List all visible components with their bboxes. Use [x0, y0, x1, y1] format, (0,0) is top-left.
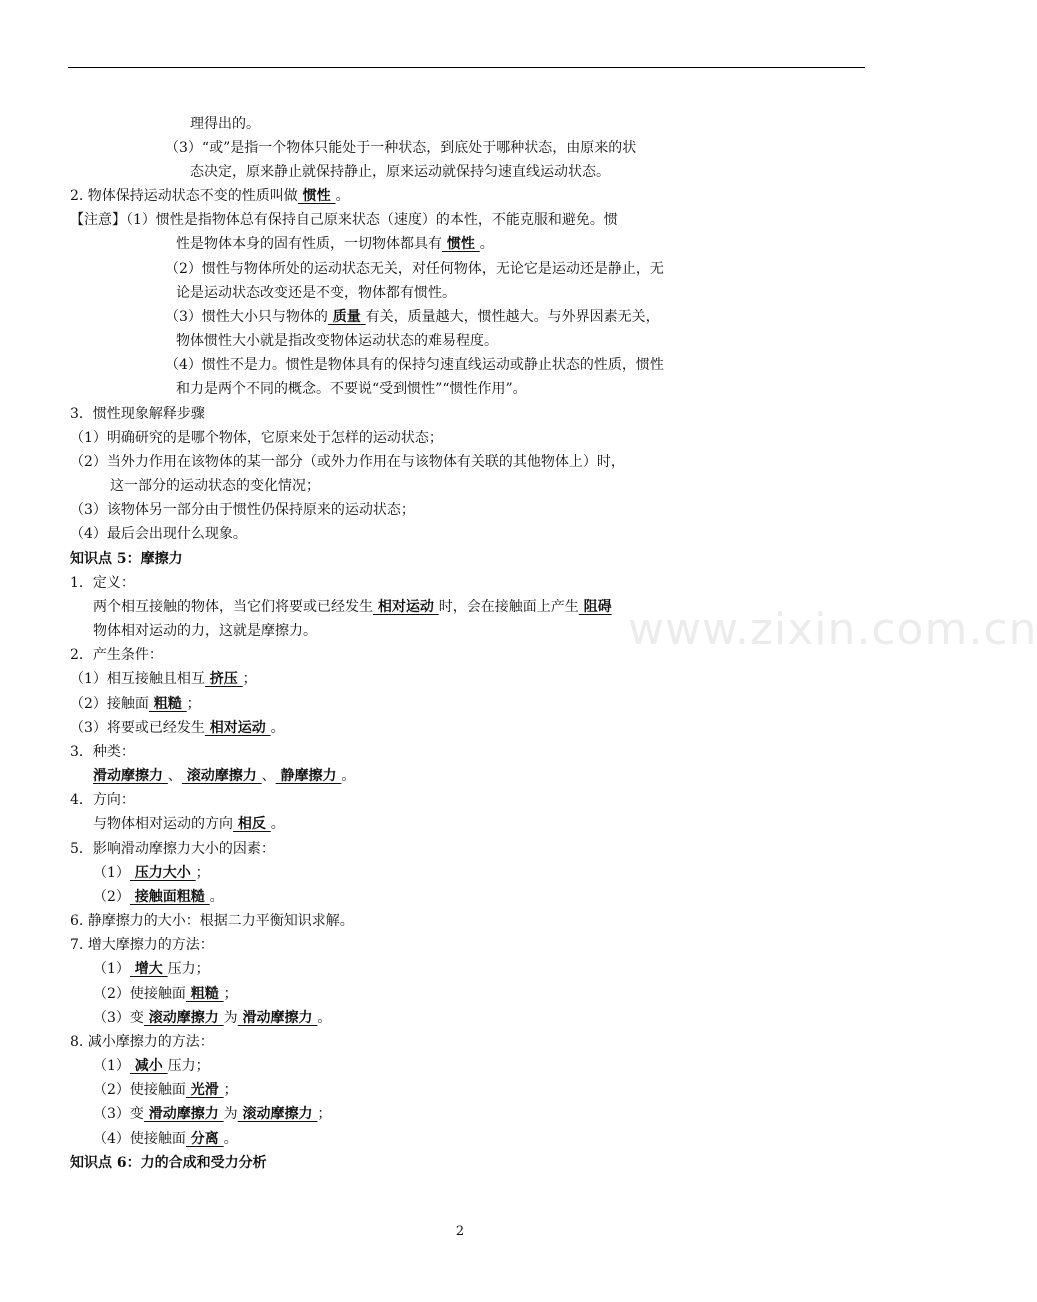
text-span: （3）惯性大小只与物体的: [165, 309, 328, 325]
text-span: （1）: [93, 961, 130, 977]
section-heading: [70, 1154, 267, 1172]
text-span: 有关，质量越大，惯性越大。与外界因素无关，: [365, 309, 660, 325]
text-line: [165, 308, 660, 326]
watermark: www.zixin.com.cn: [628, 604, 1037, 655]
text-line: [70, 791, 135, 809]
text-line: [70, 525, 247, 543]
text-span: （1）: [93, 865, 130, 881]
text-line: [70, 211, 618, 229]
text-span: 。: [209, 889, 224, 905]
text-span: （3）变: [93, 1106, 144, 1122]
text-span: ；: [186, 696, 201, 712]
text-span: 为: [223, 1010, 238, 1026]
answer-blank: 光滑: [185, 1082, 224, 1098]
text-line: [70, 670, 257, 688]
text-line: [165, 260, 664, 278]
text-span: 8. 减小摩擦力的方法：: [70, 1034, 214, 1050]
answer-blank: 惯性: [297, 188, 336, 204]
text-span: （3）变: [93, 1010, 144, 1026]
answer-blank: 减小: [129, 1058, 168, 1074]
answer-blank: 质量: [327, 309, 366, 325]
text-line: [70, 743, 135, 761]
text-span: （2）惯性与物体所处的运动状态无关，对任何物体，无论它是运动还是静止，无: [165, 261, 664, 277]
answer-blank: 滑动摩擦力: [93, 768, 168, 784]
text-span: 3．惯性现象解释步骤: [70, 406, 205, 422]
text-line: [70, 936, 214, 954]
text-line: [70, 646, 163, 664]
text-span: ；: [317, 1106, 332, 1122]
text-span: （3）“或”是指一个物体只能处于一种状态，到底处于哪种状态，由原来的状: [165, 140, 637, 156]
text-line: [93, 1057, 210, 1075]
answer-blank: 滑动摩擦力: [143, 1106, 224, 1122]
text-line: [70, 501, 415, 519]
text-span: 物体惯性大小就是指改变物体运动状态的难易程度。: [176, 333, 498, 349]
text-line: [93, 767, 355, 785]
text-span: 2. 物体保持运动状态不变的性质叫做: [70, 188, 298, 204]
text-line: [165, 139, 636, 157]
answer-blank: 滑动摩擦力: [237, 1010, 318, 1026]
text-line: [70, 574, 135, 592]
answer-blank: 挤压: [204, 671, 243, 687]
text-span: 。: [223, 1131, 238, 1147]
text-line: [93, 864, 210, 882]
text-span: 4．方向：: [70, 792, 135, 808]
answer-blank: 相对运动: [204, 720, 271, 736]
text-span: 5．影响滑动摩擦力大小的因素：: [70, 841, 275, 857]
text-span: ；: [195, 865, 210, 881]
text-span: 物体相对运动的力，这就是摩擦力。: [93, 623, 317, 639]
text-span: 压力；: [167, 1058, 210, 1074]
answer-blank: 压力大小: [129, 865, 196, 881]
text-span: 、: [167, 768, 182, 784]
text-span: 1．定义：: [70, 575, 135, 591]
text-line: [93, 960, 210, 978]
text-span: 3．种类：: [70, 744, 135, 760]
answer-blank: 分离: [185, 1131, 224, 1147]
text-span: （3）将要或已经发生: [70, 720, 205, 736]
text-span: （2）接触面: [70, 696, 149, 712]
text-line: [70, 453, 625, 471]
heading-text: 知识点 6：力的合成和受力分析: [70, 1155, 267, 1171]
text-span: 与物体相对运动的方向: [93, 816, 233, 832]
answer-blank: 滚动摩擦力: [237, 1106, 318, 1122]
text-span: 论是运动状态改变还是不变，物体都有惯性。: [176, 285, 456, 301]
text-span: 【注意】（1）惯性是指物体总有保持自己原来状态（速度）的本性，不能克服和避免。惯: [70, 212, 618, 228]
text-span: 两个相互接触的物体，当它们将要或已经发生: [93, 599, 373, 615]
text-line: [93, 622, 317, 640]
text-span: 态决定，原来静止就保持静止，原来运动就保持匀速直线运动状态。: [190, 164, 610, 180]
text-line: [93, 1130, 238, 1148]
text-line: [70, 912, 354, 930]
text-line: [70, 1033, 214, 1051]
answer-blank: 粗糙: [185, 986, 224, 1002]
text-span: ；: [223, 986, 238, 1002]
answer-blank: 相对运动: [373, 599, 439, 615]
text-line: [93, 888, 224, 906]
heading-text: 知识点 5：摩擦力: [70, 551, 183, 567]
text-span: 性是物体本身的固有性质，一切物体都具有: [176, 236, 442, 252]
text-line: [70, 429, 443, 447]
answer-blank: 接触面粗糙: [129, 889, 210, 905]
text-span: （2）当外力作用在该物体的某一部分（或外力作用在与该物体有关联的其他物体上）时，: [70, 454, 625, 470]
text-span: 。: [341, 768, 356, 784]
section-heading: [70, 550, 183, 568]
answer-blank: 相反: [233, 816, 271, 832]
text-span: （3）该物体另一部分由于惯性仍保持原来的运动状态；: [70, 502, 415, 518]
text-span: （1）相互接触且相互: [70, 671, 205, 687]
text-line: [93, 985, 238, 1003]
text-line: [93, 598, 612, 616]
header-rule: [68, 67, 865, 68]
text-span: （1）明确研究的是哪个物体，它原来处于怎样的运动状态；: [70, 430, 443, 446]
answer-blank: 惯性: [442, 236, 480, 252]
text-span: 。: [270, 720, 285, 736]
page-number: 2: [455, 1224, 465, 1239]
text-span: 。: [335, 188, 350, 204]
text-span: 7. 增大摩擦力的方法：: [70, 937, 214, 953]
text-span: （2）使接触面: [93, 986, 186, 1002]
text-line: [93, 815, 285, 833]
text-line: [110, 477, 320, 495]
text-span: （2）: [93, 889, 130, 905]
text-span: 。: [317, 1010, 332, 1026]
text-span: （2）使接触面: [93, 1082, 186, 1098]
text-line: [176, 380, 527, 398]
text-span: 这一部分的运动状态的变化情况；: [110, 478, 320, 494]
text-line: [70, 719, 285, 737]
text-line: [176, 235, 494, 253]
answer-blank: 阻碍: [578, 599, 612, 615]
answer-blank: 静摩擦力: [275, 768, 342, 784]
text-line: [176, 332, 498, 350]
text-span: 。: [479, 236, 494, 252]
answer-blank: 增大: [129, 961, 168, 977]
text-span: （4）最后会出现什么现象。: [70, 526, 247, 542]
text-line: [165, 356, 664, 374]
text-span: （4）使接触面: [93, 1131, 186, 1147]
text-line: [190, 163, 610, 181]
text-line: [190, 115, 260, 133]
text-span: 理得出的。: [190, 116, 260, 132]
text-line: [93, 1105, 331, 1123]
text-span: 、: [261, 768, 276, 784]
text-span: 时，会在接触面上产生: [438, 599, 579, 615]
text-span: （1）: [93, 1058, 130, 1074]
text-line: [70, 695, 201, 713]
text-line: [176, 284, 456, 302]
text-span: 为: [223, 1106, 238, 1122]
text-line: [70, 187, 350, 205]
text-span: 和力是两个不同的概念。不要说“受到惯性”“惯性作用”。: [176, 381, 527, 397]
text-span: 。: [270, 816, 285, 832]
text-span: ；: [223, 1082, 238, 1098]
text-span: （4）惯性不是力。惯性是物体具有的保持匀速直线运动或静止状态的性质，惯性: [165, 357, 664, 373]
text-line: [93, 1009, 331, 1027]
text-line: [93, 1081, 238, 1099]
text-span: 2．产生条件：: [70, 647, 163, 663]
text-line: [70, 840, 275, 858]
text-span: 6. 静摩擦力的大小：根据二力平衡知识求解。: [70, 913, 354, 929]
text-span: 压力；: [167, 961, 210, 977]
text-line: [70, 405, 205, 423]
text-span: ；: [242, 671, 257, 687]
answer-blank: 滚动摩擦力: [181, 768, 262, 784]
answer-blank: 滚动摩擦力: [143, 1010, 224, 1026]
answer-blank: 粗糙: [148, 696, 187, 712]
